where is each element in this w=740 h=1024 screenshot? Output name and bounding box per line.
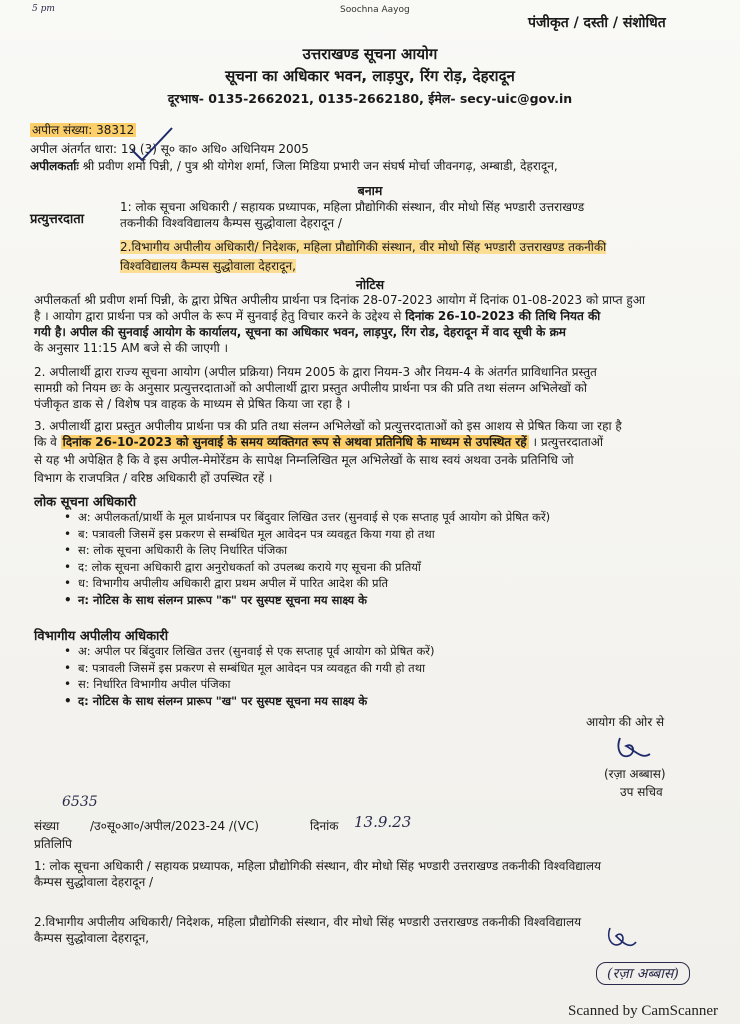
dispatch-mode: पंजीकृत / दस्ती / संशोधित: [528, 15, 666, 31]
list-item: • स: लोक सूचना अधिकारी के लिए निर्धारित पंजिका: [64, 542, 550, 559]
commission-address: सूचना का अधिकार भवन, लाड़पुर, रिंग रोड़, देहरादून: [225, 67, 515, 85]
pio-heading: लोक सूचना अधिकारी: [34, 495, 137, 510]
faa-document-list: [64, 643, 435, 709]
handwritten-dispatch-date: 13.9.23: [354, 813, 412, 831]
bottom-signature: (रज़ा अब्बास): [596, 962, 690, 985]
list-item: • द: नोटिस के साथ संलग्न प्रारूप "ख" पर सुस्पष्ट सूचना मय साक्ष्य के: [64, 693, 435, 710]
notice-para-1-line-1: अपीलकर्ता श्री प्रवीण शर्मा पिन्नी, के द्वारा प्रेषित अपीलीय प्रार्थना पत्र दिनांक 28-07-2023 आयोग में दिनांक 01-08-2023 को प्राप्त हुआ: [34, 293, 646, 307]
commission-name: उत्तराखण्ड सूचना आयोग: [302, 45, 438, 63]
list-item: • द: लोक सूचना अधिकारी द्वारा अनुरोधकर्ता को उपलब्ध कराये गए सूचना की प्रतियाँ: [64, 559, 550, 576]
copy-to-label: प्रतिलिपि: [34, 837, 72, 851]
signature-mark: [614, 734, 654, 764]
respondent-2-line-2: विश्वविद्यालय कैम्पस सुद्धोवाला देहरादून,: [120, 259, 296, 273]
notice-para-1-line-3: गयी है। अपील की सुनवाई आयोग के कार्यालय, सूचना का अधिकार भवन, लाड़पुर, रिंग रोड, देहरादून में वाद सूची के क्रम: [34, 325, 566, 339]
notice-para-3-line-4: विभाग के राजपत्रित / वरिष्ठ अधिकारी हों उपस्थित रहें ।: [34, 471, 273, 485]
on-behalf-label: आयोग की ओर से: [586, 715, 665, 729]
appellant-name: श्री प्रवीण शर्मा पिन्नी, / पुत्र श्री योगेश शर्मा, जिला मिडिया प्रभारी जन संघर्ष मोर्चा जीवनगढ़, अम्बाडी, देहरादून,: [82, 159, 558, 173]
notice-para-3-line-1: 3. अपीलार्थी द्वारा प्रस्तुत अपीलीय प्रार्थना पत्र की प्रति तथा संलग्न अभिलेखों को प्रत्युत्तरदाताओं को इस आशय से प्रेषित किया जा रहा है: [34, 419, 622, 433]
versus-label: बनाम: [357, 183, 383, 198]
notice-para-2-line-3: पंजीकृत डाक से / विशेष पत्र वाहक के माध्यम से प्रेषित किया जा रहा है ।: [34, 397, 351, 411]
appellant-row: [30, 158, 558, 174]
pio-document-list: [64, 509, 550, 608]
respondent-label: प्रत्युत्तरदाता: [30, 212, 85, 227]
list-item: • न: नोटिस के साथ संलग्न प्रारूप "क" पर सुस्पष्ट सूचना मय साक्ष्य के: [64, 592, 550, 609]
handwritten-time-note: 5 pm: [32, 4, 55, 14]
notice-para-1-line-2: है । आयोग द्वारा प्रार्थना पत्र को अपील के रूप में सुनवाई हेतु विचार करने के उद्देश्य से दिनांक 26-10-2023 की तिथि नियत की: [34, 309, 601, 323]
respondent-1-line-2: तकनीकी विश्वविद्यालय कैम्पस सुद्धोवाला देहरादून /: [120, 216, 342, 230]
dispatch-number-label: संख्या: [34, 819, 60, 833]
copy-2-line-2: कैम्पस सुद्धोवाला देहरादून,: [34, 931, 150, 945]
appeal-number: अपील संख्या: 38312: [32, 123, 135, 137]
list-item: • ब: पत्रावली जिसमें इस प्रकरण से सम्बंधित मूल आवेदन पत्र व्यवहृत की गयी हो तथा: [64, 660, 435, 677]
list-item: • अ: अपील पर बिंदुवार लिखित उत्तर (सुनवाई से एक सप्ताह पूर्व आयोग को प्रेषित करें): [64, 643, 435, 660]
dispatch-number-suffix: /उ०सू०आ०/अपील/2023-24 /(VC): [90, 819, 259, 833]
notice-title: नोटिस: [355, 277, 385, 292]
respondent-2-line-1: 2.विभागीय अपीलीय अधिकारी/ निदेशक, महिला प्रौद्योगिकी संस्थान, वीर मोधो सिंह भण्डारी उत्तराखण्ड तकनीकी: [120, 240, 607, 254]
list-item: • ब: पत्रावली जिसमें इस प्रकरण से सम्बंधित मूल आवेदन पत्र व्यवहृत किया गया हो तथा: [64, 526, 550, 543]
dispatch-date-label: दिनांक: [310, 819, 339, 833]
notice-para-3-line-3: से यह भी अपेक्षित है कि वे इस अपील-मेमोरेंडम के सापेक्ष निम्नलिखित मूल अभिलेखों के साथ स्वयं अथवा उनके प्रतिनिधि जो: [34, 453, 574, 467]
list-item: • स: निर्धारित विभागीय अपील पंजिका: [64, 676, 435, 693]
copy-1-line-1: 1: लोक सूचना अधिकारी / सहायक प्रध्यापक, महिला प्रौद्योगिकी संस्थान, वीर मोधो सिंह भण्डारी उत्तराखण्ड तकनीकी विश्वविद्यालय: [34, 859, 602, 873]
notice-para-1-line-4: के अनुसार 11:15 AM बजे से की जाएगी ।: [34, 341, 229, 355]
signatory-name: (रज़ा अब्बास): [604, 767, 666, 781]
bottom-initial-mark: [604, 924, 640, 954]
notice-para-2-line-1: 2. अपीलार्थी द्वारा राज्य सूचना आयोग (अपील प्रक्रिया) नियम 2005 के द्वारा नियम-3 और नियम-4 के अंतर्गत प्राविधानित प्रस्तुत: [34, 365, 597, 379]
list-item: • अ: अपीलकर्ता/प्रार्थी के मूल प्रार्थनापत्र पर बिंदुवार लिखित उत्तर (सुनवाई से एक सप्ताह पूर्व आयोग को प्रेषित करें): [64, 509, 550, 526]
signatory-designation: उप सचिव: [620, 785, 663, 799]
handwritten-dispatch-number: 6535: [62, 794, 98, 810]
notice-para-3-line-2: कि वे दिनांक 26-10-2023 को सुनवाई के समय व्यक्तिगत रूप से अथवा प्रतिनिधि के माध्यम से उपस्थित रहें । प्रत्युत्तरदाताओं: [34, 435, 604, 449]
appeal-section: अपील अंतर्गत धारा: 19 (3) सू० का० अधि० अधिनियम 2005: [30, 142, 309, 156]
appellant-label: अपीलकर्ताः: [30, 159, 79, 173]
copy-2-line-1: 2.विभागीय अपीलीय अधिकारी/ निदेशक, महिला प्रौद्योगिकी संस्थान, वीर मोधो सिंह भण्डारी उत्तराखण्ड तकनीकी विश्वविद्यालय: [34, 915, 582, 929]
copy-1-line-2: कैम्पस सुद्धोवाला देहरादून /: [34, 875, 154, 889]
scanner-watermark: Scanned by CamScanner: [568, 1003, 718, 1019]
notice-para-2-line-2: सामग्री को नियम छः के अनुसार प्रत्युत्तरदाताओं को अपीलार्थी द्वारा प्रस्तुत अपीलीय प्रार्थना पत्र की प्रति तथा संलग्न अभिलेखों को: [34, 381, 587, 395]
commission-contact: दूरभाष- 0135-2662021, 0135-2662180, ईमेल- secy-uic@gov.in: [167, 91, 573, 106]
organization-stamp-text: Soochna Aayog: [340, 5, 410, 15]
respondent-1-line-1: 1: लोक सूचना अधिकारी / सहायक प्रध्यापक, महिला प्रौद्योगिकी संस्थान, वीर मोधो सिंह भण्डारी उत्तराखण्ड: [120, 200, 585, 214]
faa-heading: विभागीय अपीलीय अधिकारी: [34, 629, 169, 644]
list-item: • ध: विभागीय अपीलीय अधिकारी द्वारा प्रथम अपील में पारित आदेश की प्रति: [64, 575, 550, 592]
